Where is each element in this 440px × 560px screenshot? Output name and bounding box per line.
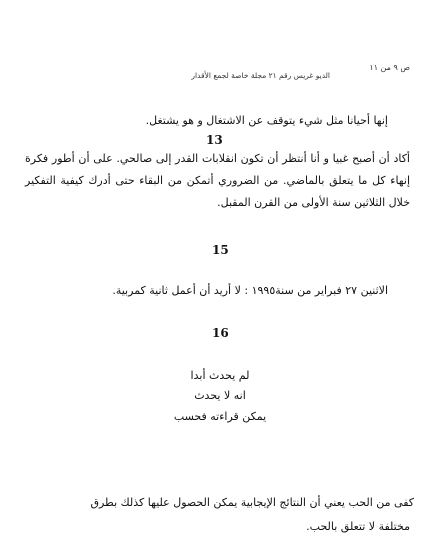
section-13-paragraph: أكاد أن أصبح غبيا و أنا أنتظر أن تكون انقلابات القدر إلى صالحي. على أن أطور فكرة إنهاء كل ما يتعلق بالماضي. من الضروري أتمكن من البقاء حتى أدرك كيفية التفكير خلال الثلاثين سنة الأولى من القرن المقبل.: [25, 152, 410, 209]
closing-line-1: كفى من الحب يعني أن النتائج الإيجابية يمكن الحصول عليها كذلك بطرق: [90, 496, 414, 509]
section-16-line-3: يمكن قراءته فحسب: [173, 410, 267, 423]
section-16-line-2: انه لا يحدث: [194, 389, 246, 402]
section-number-16: 16: [212, 326, 229, 340]
section-15-line: الاثنين ٢٧ فبراير من سنة١٩٩٥ : لا أريد أن أعمل ثانية كمربية.: [112, 284, 388, 297]
section-number-15: 15: [212, 243, 229, 257]
closing-line-2: مختلفة لا تتعلق بالحب.: [306, 520, 410, 533]
section-16-line-1: لم يحدث أبدا: [190, 369, 250, 382]
section-number-13: 13: [206, 133, 223, 147]
running-head: الديو غريس رقم ٢١ مجلة خاصة لجمع الأقدار: [191, 71, 330, 80]
intro-line: إنها أحيانا مثل شيء يتوقف عن الاشتغال و هو يشتغل.: [145, 114, 388, 127]
page-number: ص ٩ من ١١: [369, 63, 410, 72]
